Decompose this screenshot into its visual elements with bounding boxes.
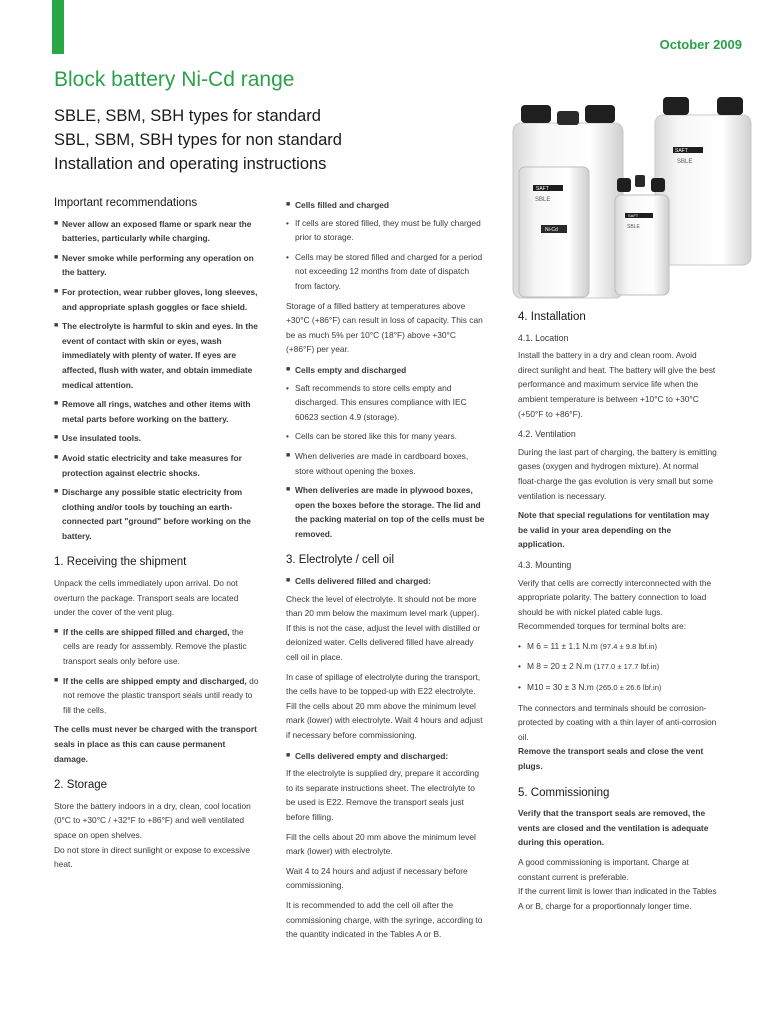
column-right: [518, 310, 718, 918]
paragraph: Fill the cells about 20 mm above the minimum level mark (lower) with electrolyte.: [286, 831, 476, 857]
paragraph: Wait 4 to 24 hours and adjust if necessary before commissioning.: [286, 865, 468, 891]
paragraph: If the electrolyte is supplied dry, prepare it according to its separate instructions sheet. The electrolyte to be used is E22. Remove the transport seals just before filling.: [286, 768, 480, 822]
subheading: ■ Cells delivered filled and charged:: [286, 574, 486, 589]
bullet-list: [286, 216, 486, 294]
torque-value: M10 = 30 ± 3 N.m: [527, 682, 594, 693]
header-accent-bar: [52, 0, 64, 54]
photo-model-label: SBLE: [627, 224, 640, 230]
section-heading-commissioning: 5. Commissioning: [518, 786, 610, 799]
paragraph: Unpack the cells immediately upon arrival. Do not overturn the package. Transport seals are located under the cover of the vent plug.: [54, 578, 239, 618]
column-left: [54, 196, 259, 877]
list-item-lead: If the cells are shipped empty and discharged,: [63, 675, 247, 686]
list-item-text: the cells are ready for asssembly. Remove the plastic transport seals only before use.: [63, 626, 247, 667]
torque-imperial: (265.0 ± 26.6 lbf.in): [596, 683, 662, 693]
photo-brand-label: SAFT: [675, 148, 688, 154]
list-item: • If cells are stored filled, they must be fully charged prior to storage.: [286, 216, 486, 245]
subheading: ■ Cells delivered empty and discharged:: [286, 749, 486, 764]
list-item: • Cells can be stored like this for many years.: [286, 429, 486, 444]
list-item: [54, 674, 259, 718]
battery-product-photo: [505, 85, 767, 305]
subtitle-line: SBL, SBM, SBH types for non standard: [54, 131, 342, 149]
warning-text: The cells must never be charged with the transport seals in place as this can cause permanent damage.: [54, 724, 257, 764]
paragraph: Do not store in direct sunlight or expose to excessive heat.: [54, 844, 250, 870]
list-item: [54, 625, 259, 669]
subheading: ■ Cells filled and charged: [286, 198, 486, 213]
subtitle-line: SBLE, SBM, SBH types for standard: [54, 107, 321, 125]
list-item-text: do not remove the plastic transport seals until ready to fill the cells.: [63, 675, 259, 715]
section-heading-storage: 2. Storage: [54, 779, 108, 792]
note-text: Note that special regulations for ventilation may be valid in your area depending on the application.: [518, 510, 710, 550]
subheading: 4.3. Mounting: [518, 559, 572, 570]
paragraph: Install the battery in a dry and clean room. Avoid direct sunlight and heat. The battery will give the best performance and maximum service life when the ambient temperature is between +10°C to +30°C (+50°F to +86°F).: [518, 350, 716, 419]
photo-model-label: SBLE: [677, 159, 693, 165]
list-item: ■ The electrolyte is harmful to skin and eyes. In the event of contact with skin or eyes, wash immediately with plenty of water. If eyes are affected, flush with water, and obtain immediate medical attention.: [54, 319, 259, 392]
photo-brand-label: SAFT: [536, 186, 549, 192]
section-heading-receiving: 1. Receiving the shipment: [54, 556, 187, 569]
torque-imperial: (177.0 ± 17.7 lbf.in): [593, 662, 660, 672]
section-heading-installation: 4. Installation: [518, 311, 586, 323]
section-heading-electrolyte: 3. Electrolyte / cell oil: [286, 554, 395, 567]
torque-value: M 6 = 11 ± 1.1 N.m: [527, 640, 598, 651]
page-title: Block battery Ni-Cd range: [54, 68, 295, 91]
photo-brand-label: SAFT: [628, 213, 639, 218]
subheading: 4.2. Ventilation: [518, 429, 576, 440]
list-item: ■ Use insulated tools.: [54, 431, 259, 446]
list-item: ■ When deliveries are made in cardboard boxes, store without opening the boxes.: [286, 449, 486, 478]
important-list: [54, 217, 259, 544]
note-text: Verify that the transport seals are removed, the vents are closed and the ventilation is adequate during this operation.: [518, 808, 709, 848]
column-middle: [286, 198, 486, 947]
paragraph: Store the battery indoors in a dry, clean, cool location (0°C to +30°C / +32°F to +86°F) and well ventilated space on open shelves.: [54, 800, 251, 840]
document-date: October 2009: [659, 37, 742, 52]
subheading: 4.1. Location: [518, 332, 569, 343]
list-item: [518, 680, 718, 696]
subheading: ■ Cells empty and discharged: [286, 363, 486, 378]
paragraph: In case of spillage of electrolyte during the transport, the cells have to be topped-up with E22 electrolyte. Fill the cells about 20 mm above the minimum level mark (lower) with electrolyte. Wait 4 hours and adjust if necessary before commissioning.: [286, 671, 483, 740]
paragraph: Check the level of electrolyte. It should not be more than 20 mm below the maximum level mark (upper). If this is not the case, adjust the level with distilled or deionized water. Cells delivered filled have already cell oil in place.: [286, 593, 481, 663]
torque-list: [518, 639, 718, 696]
list-item: ■ Never smoke while performing any operation on the battery.: [54, 251, 259, 280]
list-item: [518, 659, 718, 675]
section-heading-important: Important recommendations: [54, 197, 198, 209]
paragraph: If the current limit is lower than indicated in the Tables A or B, charge for a proportionnaly longer time.: [518, 886, 717, 911]
list-item: • Saft recommends to store cells empty and discharged. This ensures compliance with IEC 60623 section 4.9 (storage).: [286, 381, 486, 425]
paragraph: It is recommended to add the cell oil after the commissioning charge, with the syringe, according to the quantity indicated in the Tables A or B.: [286, 899, 483, 940]
bullet-list: [286, 381, 486, 444]
photo-chem-label: Ni-Cd: [545, 227, 558, 233]
list-item: ■ For protection, wear rubber gloves, long sleeves, and appropriate splash goggles or face shield.: [54, 285, 259, 314]
paragraph: The connectors and terminals should be corrosion-protected by coating with a thin layer of anti-corrosion oil.: [518, 702, 717, 742]
paragraph: During the last part of charging, the battery is emitting gases (oxygen and hydrogen mixture). At normal float-charge the gas evolution is very small but some ventilation is necessary.: [518, 446, 717, 501]
subtitle-line: Installation and operating instructions: [54, 155, 327, 173]
list-item: ■ Never allow an exposed flame or spark near the batteries, particularly while charging.: [54, 217, 259, 246]
paragraph: Verify that cells are correctly interconnected with the appropriate polarity. The battery connection to load should be with nickel plated cable lugs. Recommended torques for terminal bolts are:: [518, 577, 712, 632]
torque-value: M 8 = 20 ± 2 N.m: [527, 661, 592, 672]
list-item: ■ Discharge any possible static electricity from clothing and/or tools by touching an earth-connected part "ground" before working on the battery.: [54, 485, 259, 543]
list-item-lead: If the cells are shipped filled and charged,: [63, 626, 230, 637]
paragraph: A good commissioning is important. Charge at constant current is preferable.: [518, 857, 689, 882]
note-text: Remove the transport seals and close the vent plugs.: [518, 746, 704, 772]
photo-model-label: SBLE: [535, 197, 551, 203]
list-item: ■ Remove all rings, watches and other items with metal parts before working on the battery.: [54, 397, 259, 426]
page-subtitle: [54, 104, 342, 176]
torque-imperial: (97.4 ± 9.8 lbf.in): [600, 641, 658, 651]
list-item: ■ When deliveries are made in plywood boxes, open the boxes before the storage. The lid and the packing material on top of the cells must be removed.: [286, 483, 486, 541]
paragraph: Storage of a filled battery at temperatures above +30°C (+86°F) can result in loss of capacity. This can be as much 5% per 10°C (18°F) above +30°C (+86°F) per year.: [286, 300, 483, 355]
list-item: ■ Avoid static electricity and take measures for protection against electric shocks.: [54, 451, 259, 480]
list-item: • Cells may be stored filled and charged for a period not exceeding 12 months from date of dispatch from factory.: [286, 250, 486, 294]
list-item: [518, 639, 718, 655]
